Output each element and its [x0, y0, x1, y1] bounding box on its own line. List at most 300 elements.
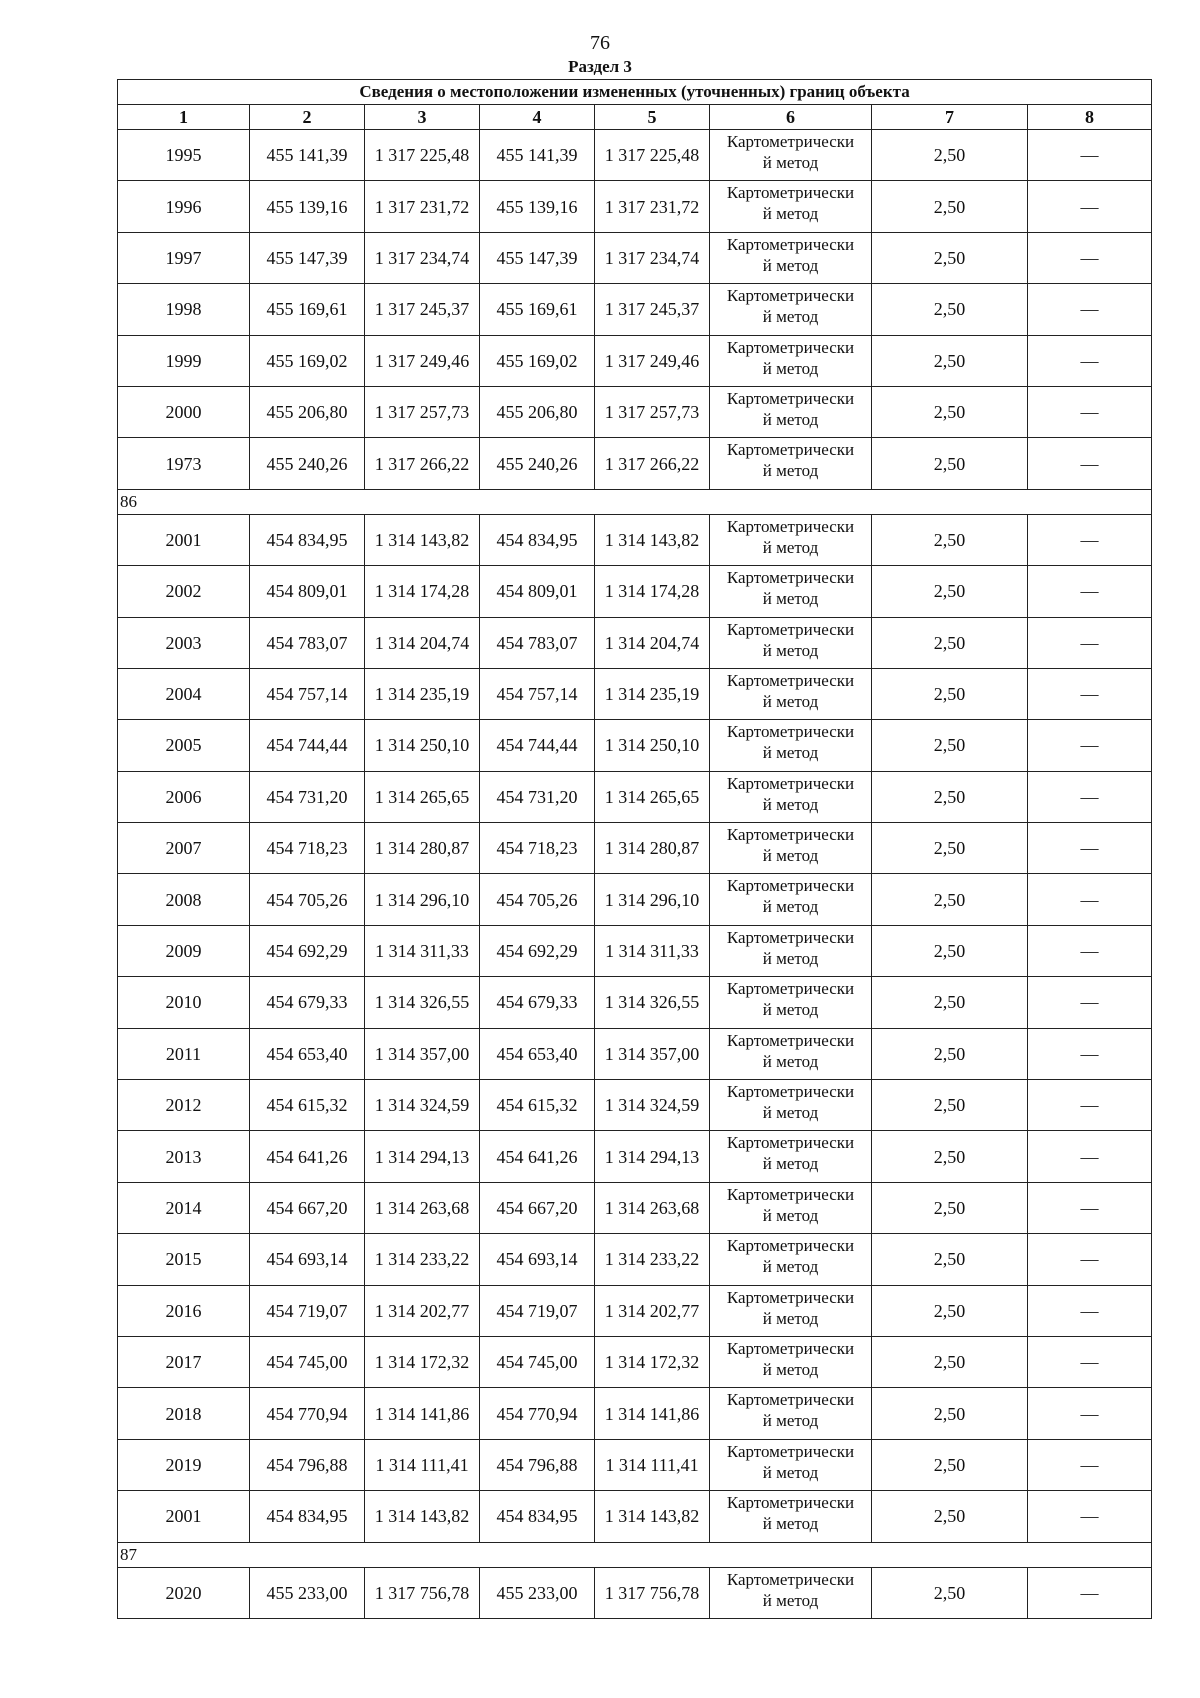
x-existing-cell: 454 757,14 [250, 668, 365, 719]
accuracy-cell: 2,50 [872, 1285, 1028, 1336]
accuracy-cell: 2,50 [872, 284, 1028, 335]
method-text-line1: Картометрически [726, 825, 855, 845]
description-cell: — [1028, 823, 1152, 874]
x-refined-cell: 454 693,14 [480, 1234, 595, 1285]
x-refined-cell: 454 731,20 [480, 771, 595, 822]
table-caption-row [118, 80, 1152, 105]
method-text-line1: Картометрически [726, 516, 855, 536]
method-text-line2: й метод [762, 358, 819, 378]
accuracy-cell: 2,50 [872, 977, 1028, 1028]
method-text-line2: й метод [762, 409, 819, 429]
column-header-1: 1 [118, 105, 250, 130]
y-existing-cell: 1 314 265,65 [365, 771, 480, 822]
x-existing-cell: 454 834,95 [250, 514, 365, 565]
method-text-line2: й метод [762, 255, 819, 275]
x-refined-cell: 454 679,33 [480, 977, 595, 1028]
point-number-cell: 2013 [118, 1131, 250, 1182]
table-body [118, 130, 1152, 1619]
y-refined-cell: 1 314 143,82 [595, 514, 710, 565]
x-refined-cell: 454 718,23 [480, 823, 595, 874]
y-existing-cell: 1 314 141,86 [365, 1388, 480, 1439]
y-existing-cell: 1 317 756,78 [365, 1567, 480, 1618]
y-refined-cell: 1 314 265,65 [595, 771, 710, 822]
y-existing-cell: 1 314 326,55 [365, 977, 480, 1028]
table-row [118, 232, 1152, 283]
x-existing-cell: 454 731,20 [250, 771, 365, 822]
y-refined-cell: 1 314 174,28 [595, 566, 710, 617]
description-cell: — [1028, 130, 1152, 181]
table-row [118, 514, 1152, 565]
accuracy-cell: 2,50 [872, 720, 1028, 771]
y-existing-cell: 1 314 202,77 [365, 1285, 480, 1336]
y-existing-cell: 1 314 311,33 [365, 925, 480, 976]
accuracy-cell: 2,50 [872, 1182, 1028, 1233]
table-row [118, 386, 1152, 437]
method-text-line1: Картометрически [726, 440, 855, 460]
accuracy-cell: 2,50 [872, 386, 1028, 437]
point-number-cell: 2004 [118, 668, 250, 719]
method-text-line1: Картометрически [726, 927, 855, 947]
accuracy-cell: 2,50 [872, 566, 1028, 617]
y-existing-cell: 1 317 249,46 [365, 335, 480, 386]
method-text-line1: Картометрически [726, 1030, 855, 1050]
section-title: Раздел 3 [568, 57, 632, 76]
method-cell [710, 668, 872, 719]
y-existing-cell: 1 317 257,73 [365, 386, 480, 437]
x-refined-cell: 455 169,02 [480, 335, 595, 386]
description-cell: — [1028, 1567, 1152, 1618]
x-refined-cell: 454 757,14 [480, 668, 595, 719]
column-header-4: 4 [480, 105, 595, 130]
table-row [118, 977, 1152, 1028]
method-cell [710, 1491, 872, 1542]
table-row [118, 335, 1152, 386]
point-number-cell: 1997 [118, 232, 250, 283]
method-cell [710, 566, 872, 617]
x-refined-cell: 454 705,26 [480, 874, 595, 925]
x-refined-cell: 454 796,88 [480, 1439, 595, 1490]
y-existing-cell: 1 317 225,48 [365, 130, 480, 181]
y-existing-cell: 1 314 294,13 [365, 1131, 480, 1182]
x-existing-cell: 454 641,26 [250, 1131, 365, 1182]
x-existing-cell: 454 834,95 [250, 1491, 365, 1542]
table-row [118, 1491, 1152, 1542]
column-header-2: 2 [250, 105, 365, 130]
x-refined-cell: 454 653,40 [480, 1028, 595, 1079]
x-refined-cell: 454 744,44 [480, 720, 595, 771]
x-existing-cell: 455 147,39 [250, 232, 365, 283]
point-number-cell: 2001 [118, 514, 250, 565]
table-row [118, 1336, 1152, 1387]
y-existing-cell: 1 317 245,37 [365, 284, 480, 335]
method-text-line1: Картометрически [726, 773, 855, 793]
accuracy-cell: 2,50 [872, 1234, 1028, 1285]
description-cell: — [1028, 874, 1152, 925]
point-number-cell: 1995 [118, 130, 250, 181]
point-number-cell: 2011 [118, 1028, 250, 1079]
method-text-line2: й метод [762, 743, 819, 763]
x-existing-cell: 454 809,01 [250, 566, 365, 617]
y-refined-cell: 1 314 111,41 [595, 1439, 710, 1490]
x-refined-cell: 454 809,01 [480, 566, 595, 617]
method-cell [710, 1182, 872, 1233]
description-cell: — [1028, 1182, 1152, 1233]
column-header-5: 5 [595, 105, 710, 130]
description-cell: — [1028, 617, 1152, 668]
description-cell: — [1028, 386, 1152, 437]
y-refined-cell: 1 314 296,10 [595, 874, 710, 925]
y-existing-cell: 1 314 263,68 [365, 1182, 480, 1233]
y-existing-cell: 1 314 357,00 [365, 1028, 480, 1079]
y-refined-cell: 1 314 263,68 [595, 1182, 710, 1233]
accuracy-cell: 2,50 [872, 668, 1028, 719]
x-refined-cell: 455 206,80 [480, 386, 595, 437]
y-existing-cell: 1 317 266,22 [365, 438, 480, 489]
table-row [118, 181, 1152, 232]
x-existing-cell: 454 653,40 [250, 1028, 365, 1079]
point-number-cell: 2019 [118, 1439, 250, 1490]
point-number-cell: 2007 [118, 823, 250, 874]
x-refined-cell: 454 745,00 [480, 1336, 595, 1387]
description-cell: — [1028, 1234, 1152, 1285]
x-refined-cell: 455 233,00 [480, 1567, 595, 1618]
y-existing-cell: 1 314 235,19 [365, 668, 480, 719]
x-existing-cell: 454 770,94 [250, 1388, 365, 1439]
method-text-line1: Картометрически [726, 1338, 855, 1358]
y-refined-cell: 1 314 202,77 [595, 1285, 710, 1336]
point-number-cell: 2010 [118, 977, 250, 1028]
method-cell [710, 284, 872, 335]
method-text-line1: Картометрически [726, 337, 855, 357]
y-refined-cell: 1 317 266,22 [595, 438, 710, 489]
table-row [118, 874, 1152, 925]
description-cell: — [1028, 1439, 1152, 1490]
method-text-line1: Картометрически [726, 286, 855, 306]
x-refined-cell: 455 240,26 [480, 438, 595, 489]
method-text-line1: Картометрически [726, 1569, 855, 1589]
accuracy-cell: 2,50 [872, 181, 1028, 232]
point-number-cell: 2000 [118, 386, 250, 437]
method-text-line1: Картометрически [726, 1082, 855, 1102]
x-existing-cell: 454 705,26 [250, 874, 365, 925]
contour-number: 86 [118, 489, 1152, 514]
accuracy-cell: 2,50 [872, 925, 1028, 976]
description-cell: — [1028, 514, 1152, 565]
contour-group-row [118, 489, 1152, 514]
method-text-line2: й метод [762, 1411, 819, 1431]
method-text-line2: й метод [762, 153, 819, 172]
y-existing-cell: 1 314 296,10 [365, 874, 480, 925]
accuracy-cell: 2,50 [872, 823, 1028, 874]
method-text-line2: й метод [762, 1000, 819, 1020]
x-refined-cell: 454 783,07 [480, 617, 595, 668]
x-refined-cell: 454 641,26 [480, 1131, 595, 1182]
x-existing-cell: 454 692,29 [250, 925, 365, 976]
method-text-line2: й метод [762, 1103, 819, 1123]
x-existing-cell: 455 141,39 [250, 130, 365, 181]
contour-group-row [118, 1542, 1152, 1567]
description-cell: — [1028, 1388, 1152, 1439]
point-number-cell: 2017 [118, 1336, 250, 1387]
x-existing-cell: 455 169,61 [250, 284, 365, 335]
description-cell: — [1028, 977, 1152, 1028]
y-refined-cell: 1 317 249,46 [595, 335, 710, 386]
accuracy-cell: 2,50 [872, 1131, 1028, 1182]
y-refined-cell: 1 314 311,33 [595, 925, 710, 976]
method-text-line1: Картометрически [726, 1493, 855, 1513]
method-text-line1: Картометрически [726, 1441, 855, 1461]
y-existing-cell: 1 314 143,82 [365, 514, 480, 565]
column-header-3: 3 [365, 105, 480, 130]
y-existing-cell: 1 314 174,28 [365, 566, 480, 617]
y-existing-cell: 1 314 172,32 [365, 1336, 480, 1387]
x-existing-cell: 454 783,07 [250, 617, 365, 668]
point-number-cell: 2020 [118, 1567, 250, 1618]
method-text-line2: й метод [762, 1359, 819, 1379]
column-header-6: 6 [710, 105, 872, 130]
method-cell [710, 1028, 872, 1079]
description-cell: — [1028, 566, 1152, 617]
table-row [118, 1182, 1152, 1233]
method-text-line2: й метод [762, 640, 819, 660]
accuracy-cell: 2,50 [872, 771, 1028, 822]
method-cell [710, 514, 872, 565]
point-number-cell: 1998 [118, 284, 250, 335]
method-text-line1: Картометрически [726, 619, 855, 639]
description-cell: — [1028, 284, 1152, 335]
point-number-cell: 2016 [118, 1285, 250, 1336]
table-row [118, 823, 1152, 874]
x-refined-cell: 454 834,95 [480, 1491, 595, 1542]
method-text-line1: Картометрически [726, 568, 855, 588]
x-existing-cell: 454 719,07 [250, 1285, 365, 1336]
method-text-line2: й метод [762, 537, 819, 557]
method-cell [710, 1234, 872, 1285]
accuracy-cell: 2,50 [872, 1439, 1028, 1490]
point-number-cell: 2012 [118, 1080, 250, 1131]
table-row [118, 771, 1152, 822]
method-cell [710, 1388, 872, 1439]
accuracy-cell: 2,50 [872, 874, 1028, 925]
x-refined-cell: 455 169,61 [480, 284, 595, 335]
method-text-line2: й метод [762, 948, 819, 968]
point-number-cell: 1996 [118, 181, 250, 232]
y-refined-cell: 1 314 324,59 [595, 1080, 710, 1131]
table-row [118, 1388, 1152, 1439]
method-text-line2: й метод [762, 1205, 819, 1225]
method-cell [710, 1131, 872, 1182]
accuracy-cell: 2,50 [872, 438, 1028, 489]
table-row [118, 1234, 1152, 1285]
table-row [118, 617, 1152, 668]
x-refined-cell: 455 139,16 [480, 181, 595, 232]
x-existing-cell: 454 744,44 [250, 720, 365, 771]
point-number-cell: 2005 [118, 720, 250, 771]
accuracy-cell: 2,50 [872, 514, 1028, 565]
table-row [118, 668, 1152, 719]
y-refined-cell: 1 314 141,86 [595, 1388, 710, 1439]
y-refined-cell: 1 317 756,78 [595, 1567, 710, 1618]
method-text-line2: й метод [762, 1462, 819, 1482]
y-existing-cell: 1 317 234,74 [365, 232, 480, 283]
method-cell [710, 617, 872, 668]
y-refined-cell: 1 314 280,87 [595, 823, 710, 874]
point-number-cell: 2014 [118, 1182, 250, 1233]
x-existing-cell: 454 718,23 [250, 823, 365, 874]
y-existing-cell: 1 314 233,22 [365, 1234, 480, 1285]
method-cell [710, 977, 872, 1028]
x-existing-cell: 455 169,02 [250, 335, 365, 386]
description-cell: — [1028, 438, 1152, 489]
y-existing-cell: 1 314 111,41 [365, 1439, 480, 1490]
table-row [118, 284, 1152, 335]
point-number-cell: 2015 [118, 1234, 250, 1285]
x-refined-cell: 454 615,32 [480, 1080, 595, 1131]
method-text-line2: й метод [762, 1154, 819, 1174]
point-number-cell: 2018 [118, 1388, 250, 1439]
column-header-row [118, 105, 1152, 130]
method-cell [710, 1080, 872, 1131]
point-number-cell: 2006 [118, 771, 250, 822]
point-number-cell: 1999 [118, 335, 250, 386]
method-text-line2: й метод [762, 794, 819, 814]
method-text-line1: Картометрически [726, 722, 855, 742]
boundary-coordinates-table [117, 79, 1152, 1619]
y-refined-cell: 1 314 357,00 [595, 1028, 710, 1079]
description-cell: — [1028, 925, 1152, 976]
y-refined-cell: 1 314 326,55 [595, 977, 710, 1028]
x-existing-cell: 454 745,00 [250, 1336, 365, 1387]
y-refined-cell: 1 317 231,72 [595, 181, 710, 232]
page-number: 76 [590, 32, 610, 54]
x-refined-cell: 455 141,39 [480, 130, 595, 181]
method-text-line2: й метод [762, 1257, 819, 1277]
method-text-line2: й метод [762, 589, 819, 609]
description-cell: — [1028, 335, 1152, 386]
method-text-line1: Картометрически [726, 1390, 855, 1410]
method-cell [710, 925, 872, 976]
description-cell: — [1028, 1080, 1152, 1131]
method-text-line1: Картометрически [726, 1133, 855, 1153]
table-row [118, 130, 1152, 181]
method-cell [710, 1567, 872, 1618]
x-existing-cell: 455 240,26 [250, 438, 365, 489]
method-cell [710, 232, 872, 283]
x-existing-cell: 455 233,00 [250, 1567, 365, 1618]
method-cell [710, 1336, 872, 1387]
accuracy-cell: 2,50 [872, 1388, 1028, 1439]
method-cell [710, 181, 872, 232]
accuracy-cell: 2,50 [872, 130, 1028, 181]
column-header-7: 7 [872, 105, 1028, 130]
y-refined-cell: 1 317 257,73 [595, 386, 710, 437]
method-text-line2: й метод [762, 1308, 819, 1328]
point-number-cell: 2008 [118, 874, 250, 925]
description-cell: — [1028, 181, 1152, 232]
point-number-cell: 1973 [118, 438, 250, 489]
description-cell: — [1028, 1491, 1152, 1542]
x-existing-cell: 454 667,20 [250, 1182, 365, 1233]
table-row [118, 438, 1152, 489]
method-text-line2: й метод [762, 691, 819, 711]
x-refined-cell: 454 834,95 [480, 514, 595, 565]
method-cell [710, 771, 872, 822]
description-cell: — [1028, 1285, 1152, 1336]
y-existing-cell: 1 314 250,10 [365, 720, 480, 771]
y-existing-cell: 1 317 231,72 [365, 181, 480, 232]
method-text-line2: й метод [762, 307, 819, 327]
method-cell [710, 720, 872, 771]
accuracy-cell: 2,50 [872, 617, 1028, 668]
accuracy-cell: 2,50 [872, 232, 1028, 283]
y-refined-cell: 1 314 172,32 [595, 1336, 710, 1387]
method-text-line1: Картометрически [726, 1236, 855, 1256]
method-text-line1: Картометрически [726, 132, 855, 151]
table-row [118, 925, 1152, 976]
y-refined-cell: 1 314 204,74 [595, 617, 710, 668]
method-text-line2: й метод [762, 1051, 819, 1071]
method-text-line2: й метод [762, 461, 819, 481]
y-refined-cell: 1 314 233,22 [595, 1234, 710, 1285]
accuracy-cell: 2,50 [872, 335, 1028, 386]
y-existing-cell: 1 314 324,59 [365, 1080, 480, 1131]
y-refined-cell: 1 314 235,19 [595, 668, 710, 719]
method-cell [710, 386, 872, 437]
accuracy-cell: 2,50 [872, 1336, 1028, 1387]
table-row [118, 1285, 1152, 1336]
x-refined-cell: 454 692,29 [480, 925, 595, 976]
description-cell: — [1028, 1028, 1152, 1079]
y-refined-cell: 1 317 225,48 [595, 130, 710, 181]
x-existing-cell: 454 679,33 [250, 977, 365, 1028]
point-number-cell: 2009 [118, 925, 250, 976]
method-text-line1: Картометрически [726, 388, 855, 408]
point-number-cell: 2001 [118, 1491, 250, 1542]
y-existing-cell: 1 314 204,74 [365, 617, 480, 668]
method-text-line2: й метод [762, 204, 819, 224]
contour-number: 87 [118, 1542, 1152, 1567]
x-existing-cell: 454 796,88 [250, 1439, 365, 1490]
description-cell: — [1028, 668, 1152, 719]
method-text-line1: Картометрически [726, 1287, 855, 1307]
table-row [118, 720, 1152, 771]
y-refined-cell: 1 314 294,13 [595, 1131, 710, 1182]
description-cell: — [1028, 720, 1152, 771]
accuracy-cell: 2,50 [872, 1028, 1028, 1079]
x-refined-cell: 454 667,20 [480, 1182, 595, 1233]
x-refined-cell: 455 147,39 [480, 232, 595, 283]
method-cell [710, 130, 872, 181]
x-refined-cell: 454 719,07 [480, 1285, 595, 1336]
method-text-line2: й метод [762, 1590, 819, 1610]
x-existing-cell: 454 615,32 [250, 1080, 365, 1131]
method-cell [710, 335, 872, 386]
point-number-cell: 2003 [118, 617, 250, 668]
method-text-line2: й метод [762, 846, 819, 866]
column-header-8: 8 [1028, 105, 1152, 130]
method-text-line1: Картометрически [726, 1184, 855, 1204]
description-cell: — [1028, 1131, 1152, 1182]
method-cell [710, 823, 872, 874]
method-text-line1: Картометрически [726, 876, 855, 896]
point-number-cell: 2002 [118, 566, 250, 617]
table-row [118, 1028, 1152, 1079]
table-row [118, 1567, 1152, 1618]
accuracy-cell: 2,50 [872, 1567, 1028, 1618]
table-caption: Сведения о местоположении измененных (уточненных) границ объекта [118, 80, 1152, 105]
method-cell [710, 1439, 872, 1490]
table-row [118, 1131, 1152, 1182]
